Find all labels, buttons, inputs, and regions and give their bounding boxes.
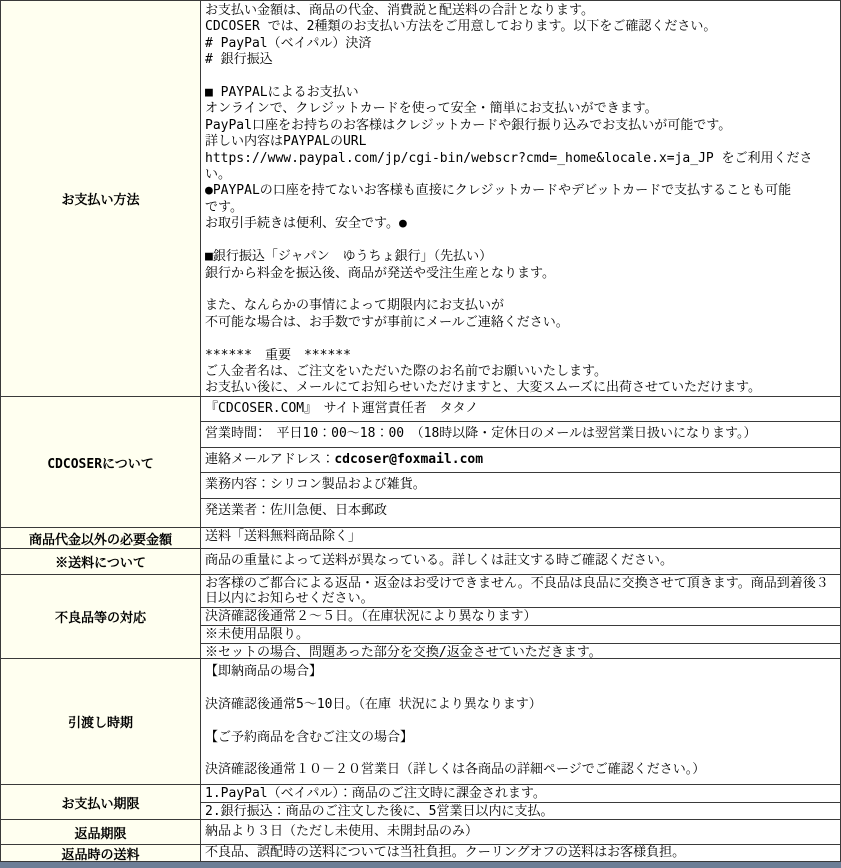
row-header-payment-deadline <box>1 785 201 819</box>
defective-policy-line <box>201 575 840 608</box>
row-header-label: ※送料について <box>55 556 146 571</box>
text-line: 銀行から料金を振込後、商品が発送や受注生産となります。 <box>205 265 555 281</box>
row-content <box>201 785 840 819</box>
text-line: # PayPal（ベイパル）決済 <box>205 35 372 51</box>
business-hours-line <box>201 422 840 447</box>
defective-policy-text: お客様のご都合による返品・返金はお受けできません。不良品は良品に交換させて頂きます。商品到着後３日以内にお知らせください。 <box>205 576 829 606</box>
row-header-label: 返品時の送料 <box>61 847 140 862</box>
bank-transfer-deadline-line <box>201 803 840 819</box>
row-header-label: 返品期限 <box>74 826 127 842</box>
paypal-deadline-line <box>201 785 840 803</box>
site-operator-line <box>201 397 840 422</box>
delivery-time-text <box>201 659 840 784</box>
text-line <box>205 680 836 696</box>
return-shipping-text <box>201 845 840 861</box>
text-line <box>205 746 836 762</box>
text-line: お取引手続きは便利、安全です。● <box>205 216 407 232</box>
text-line: https://www.paypal.com/jp/cgi-bin/webscr?cmd=_home&locale.x=ja_JP をご利用ください。 <box>205 150 813 183</box>
row-header-about-cdcoser <box>1 397 201 527</box>
text-line: ご入金者名は、ご注文をいただいた際のお名前でお願いいたします。 <box>205 363 607 379</box>
row-content <box>201 820 840 844</box>
policy-row-return-shipping <box>1 845 840 862</box>
business-hours-text: 営業時間： 平日10：00～18：00 （18時以降・定休日のメールは翌営業日扱いになります。） <box>205 426 757 442</box>
text-line: 決済確認後通常5～10日。（在庫 状況により異なります） <box>205 696 542 712</box>
set-exchange-line <box>201 644 840 658</box>
contact-email-line <box>201 448 840 473</box>
text-line: 納品より３日（ただし未使用、未開封品のみ） <box>205 824 479 839</box>
text-line: です。 <box>205 199 243 215</box>
unused-only-line <box>201 626 840 644</box>
next-section-bar <box>0 862 841 868</box>
text-line: 送料「送料無料商品除く」 <box>205 529 362 544</box>
text-line: お支払い後に、メールにてお知らせいただけますと、大変スムーズに出荷させていただけます。 <box>205 380 762 396</box>
text-line: 決済確認後通常１０－２０営業日（詳しくは各商品の詳細ページでご確認ください。） <box>205 762 706 778</box>
policy-row-about-shipping <box>1 549 840 575</box>
business-description-line <box>201 473 840 498</box>
row-header-label: 引渡し時期 <box>67 716 133 731</box>
text-line <box>205 69 836 85</box>
row-header-payment-method <box>1 1 201 396</box>
text-line <box>205 282 836 298</box>
row-header-extra-charges <box>1 528 201 548</box>
row-content <box>201 845 840 861</box>
policy-row-defective-items <box>1 575 840 659</box>
text-line: # 銀行振込 <box>205 52 273 68</box>
defective-processing-time-text: 決済確認後通常２～５日。（在庫状況により異なります） <box>205 609 537 624</box>
policy-row-extra-charges <box>1 528 840 549</box>
row-header-label: お支払い期限 <box>61 796 140 812</box>
text-line: 不可能な場合は、お手数ですが事前にメールご連絡ください。 <box>205 314 569 330</box>
text-line: 【ご予約商品を含むご注文の場合】 <box>205 729 414 745</box>
text-line: CDCOSER では、2種類のお支払い方法をご用意しております。以下をご確認ください。 <box>205 19 717 35</box>
row-content <box>201 397 840 527</box>
text-line: 不良品、誤配時の送料については当社負担。クーリングオフの送料はお客様負担。 <box>205 845 686 860</box>
text-line: ■銀行振込「ジャパン ゆうちょ銀行」（先払い） <box>205 249 493 265</box>
text-line: 【即納商品の場合】 <box>205 664 323 679</box>
payment-method-text <box>201 1 840 396</box>
row-content <box>201 1 840 396</box>
policy-row-payment-deadline <box>1 785 840 820</box>
set-exchange-text: ※セットの場合、問題あった部分を交換/返金させていただきます。 <box>205 645 602 658</box>
row-header-return-shipping <box>1 845 201 861</box>
paypal-deadline-text: 1.PayPal（ベイパル）：商品のご注文時に課金されます。 <box>205 786 546 801</box>
shipping-carrier-line <box>201 499 840 523</box>
text-line: また、なんらかの事情によって期限内にお支払いが <box>205 298 505 314</box>
text-line <box>205 233 836 249</box>
policy-row-return-deadline <box>1 820 840 845</box>
contact-email-label: 連絡メールアドレス： <box>205 451 335 467</box>
text-line: お支払い金額は、商品の代金、消費説と配送料の合計となります。 <box>205 3 594 18</box>
row-content <box>201 549 840 574</box>
row-header-label: CDCOSERについて <box>47 456 154 472</box>
row-header-defective-items <box>1 575 201 658</box>
row-header-label: 不良品等の対応 <box>54 611 146 626</box>
row-content <box>201 575 840 658</box>
unused-only-text: ※未使用品限り。 <box>205 627 310 642</box>
row-header-delivery-time <box>1 659 201 784</box>
row-content <box>201 528 840 548</box>
text-line: ****** 重要 ****** <box>205 347 351 363</box>
text-line: 詳しい内容はPAYPALのURL <box>205 134 367 150</box>
return-deadline-text <box>201 820 840 844</box>
text-line: 商品の重量によって送料が異なっている。詳しくは註文する時ご確認ください。 <box>205 553 674 568</box>
text-line <box>205 713 836 729</box>
business-description-text: 業務内容：シリコン製品および雑貨。 <box>205 477 426 493</box>
row-header-label: お支払い方法 <box>61 193 140 208</box>
about-shipping-text <box>201 549 840 573</box>
bank-transfer-deadline-text: 2.銀行振込：商品のご注文した後に、5営業日以内に支払。 <box>205 804 554 819</box>
text-line <box>205 331 836 347</box>
policy-row-payment-method <box>1 1 840 397</box>
contact-email: cdcoser@foxmail.com <box>334 451 484 467</box>
text-line: ■ PAYPALによるお支払い <box>205 85 359 101</box>
policy-row-delivery-time <box>1 659 840 785</box>
text-line: ●PAYPALの口座を持てないお客様も直接にクレジットカードやデビットカードで支払することも可能 <box>205 183 792 199</box>
defective-processing-time-line <box>201 608 840 626</box>
policy-row-about-cdcoser <box>1 397 840 528</box>
text-line: PayPal口座をお持ちのお客様はクレジットカードや銀行振り込みでお支払いが可能です。 <box>205 117 732 133</box>
row-content <box>201 659 840 784</box>
extra-charges-text <box>201 528 840 546</box>
row-header-about-shipping <box>1 549 201 574</box>
site-operator-text: 『CDCOSER.COM』 サイト運営責任者 タタノ <box>205 401 479 416</box>
row-header-label: 商品代金以外の必要金額 <box>28 532 172 548</box>
row-header-return-deadline <box>1 820 201 844</box>
text-line: オンラインで、クレジットカードを使って安全・簡単にお支払いができます。 <box>205 101 658 117</box>
shipping-carrier-text: 発送業者：佐川急便、日本郵政 <box>205 502 388 518</box>
